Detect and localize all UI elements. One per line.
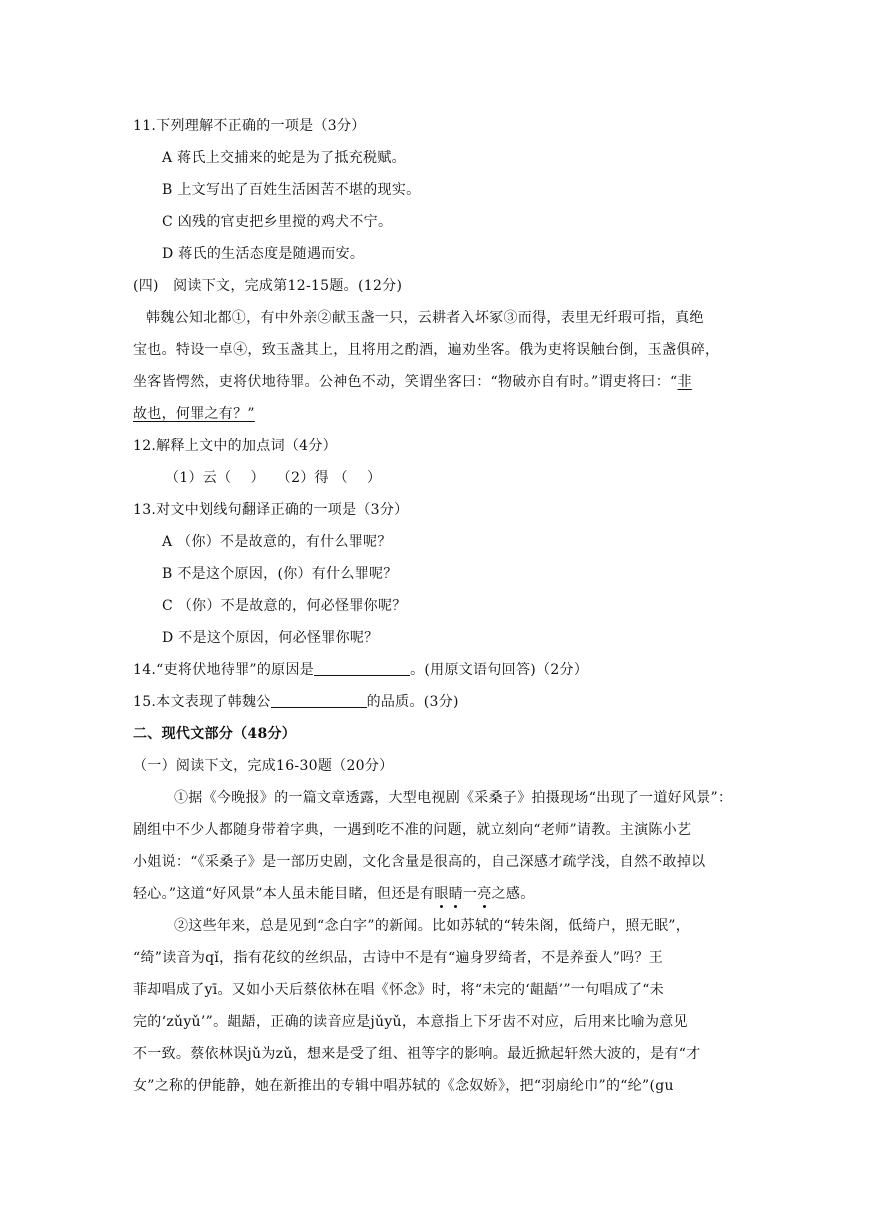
q11-option-b: B 上文写出了百姓生活困苦不堪的现实。 xyxy=(162,182,421,198)
q11-option-c: C 凶残的官吏把乡里搅的鸡犬不宁。 xyxy=(162,214,393,230)
dotted-char: 睛 xyxy=(448,886,463,902)
para2-line-5: 不一致。蔡依林误jǔ为zǔ，想来是受了组、祖等字的影响。最近掀起轩然大波的，是有“才 xyxy=(133,1046,701,1062)
q15-after: 的品质。(3分) xyxy=(366,694,459,710)
para1-line-1: ①据《今晚报》的一篇文章透露，大型电视剧《采桑子》拍摄现场“出现了一道好风景”： xyxy=(174,790,733,806)
underlined-sentence-end: 故也，何罪之有？” xyxy=(133,406,255,422)
q14-after: 。(用原文语句回答)（2分） xyxy=(410,662,589,678)
para1-line-3: 小姐说：“《采桑子》是一部历史剧，文化含量是很高的，自己深感才疏学浅，自然不敢掉以 xyxy=(133,854,706,870)
para2-line-2: “绮”读音为qǐ，指有花纹的丝织品，古诗中不是有“遍身罗绮者，不是养蚕人”吗？王 xyxy=(133,950,664,966)
q13-option-b: B 不是这个原因，(你）有什么罪呢？ xyxy=(162,566,398,582)
q13-stem: 13.对文中划线句翻译正确的一项是（3分） xyxy=(133,502,409,518)
q14 xyxy=(133,660,588,680)
passage-line-1: 韩魏公知北都①，有中外亲②献玉盏一只，云耕者入坏冢③而得，表里无纤瑕可指，真绝 xyxy=(146,310,704,326)
passage-line-3 xyxy=(133,372,692,392)
section4-heading: (四) 阅读下文，完成第12-15题。(12分) xyxy=(133,278,403,294)
dotted-char: 亮 xyxy=(477,886,492,902)
para1-line-4-b: 一 xyxy=(463,886,478,902)
q11-option-d: D 蒋氏的生活态度是随遇而安。 xyxy=(162,246,365,262)
q15-before: 15.本文表现了韩魏公 xyxy=(133,694,271,710)
part2-subheading: （一）阅读下文，完成16-30题（20分） xyxy=(133,758,394,774)
q12-items: （1）云（ ） （2）得 （ ） xyxy=(165,470,382,486)
q12-stem: 12.解释上文中的加点词（4分） xyxy=(133,438,337,454)
q14-before: 14.“吏将伏地待罪”的原因是 xyxy=(133,662,315,678)
underlined-sentence-start: 非 xyxy=(677,374,692,390)
q15-answer-blank[interactable] xyxy=(271,693,367,708)
para1-line-4-a: 轻心。”这道“好风景”本人虽未能目睹，但还是有 xyxy=(133,886,435,902)
q13-option-c: C （你）不是故意的，何必怪罪你呢？ xyxy=(162,598,407,614)
q15 xyxy=(133,692,459,712)
q14-answer-blank[interactable] xyxy=(314,661,410,676)
passage-line-3-text: 坐客皆愕然，吏将伏地待罪。公神色不动，笑谓坐客曰：“物破亦自有时。”谓吏将曰：“ xyxy=(133,374,678,390)
part2-heading: 二、现代文部分（48分） xyxy=(133,726,297,742)
q13-option-a: A （你）不是故意的，有什么罪呢？ xyxy=(162,534,392,550)
q11-stem: 11.下列理解不正确的一项是（3分） xyxy=(133,118,366,134)
dotted-char: 眼 xyxy=(434,886,449,902)
q13-option-d: D 不是这个原因，何必怪罪你呢？ xyxy=(162,630,379,646)
para2-line-1: ②这些年来，总是见到“念白字”的新闻。比如苏轼的“转朱阁，低绮户，照无眠”， xyxy=(174,918,691,934)
para1-line-2: 剧组中不少人都随身带着字典，一遇到吃不准的问题，就立刻向“老师”请教。主演陈小艺 xyxy=(133,822,692,838)
para2-line-3: 菲却唱成了yī。又如小天后蔡依林在唱《怀念》时，将“未完的‘龃龉’”一句唱成了“未 xyxy=(133,982,665,998)
q11-option-a: A 蒋氏上交捕来的蛇是为了抵充税赋。 xyxy=(162,150,406,166)
passage-line-4 xyxy=(133,404,255,424)
para1-line-4-c: 之感。 xyxy=(491,886,535,902)
para1-line-4 xyxy=(133,884,535,904)
passage-line-2: 宝也。特设一卓④，致玉盏其上，且将用之酌酒，遍劝坐客。俄为吏将误触台倒，玉盏俱碎， xyxy=(133,342,720,358)
para2-line-4: 完的‘zǔyǔ’”。龃龉，正确的读音应是jǔyǔ，本意指上下牙齿不对应，后用来比喻为意见 xyxy=(133,1014,688,1030)
para2-line-6: 女”之称的伊能静，她在新推出的专辑中唱苏轼的《念奴娇》，把“羽扇纶巾”的“纶”(gu xyxy=(133,1078,674,1094)
